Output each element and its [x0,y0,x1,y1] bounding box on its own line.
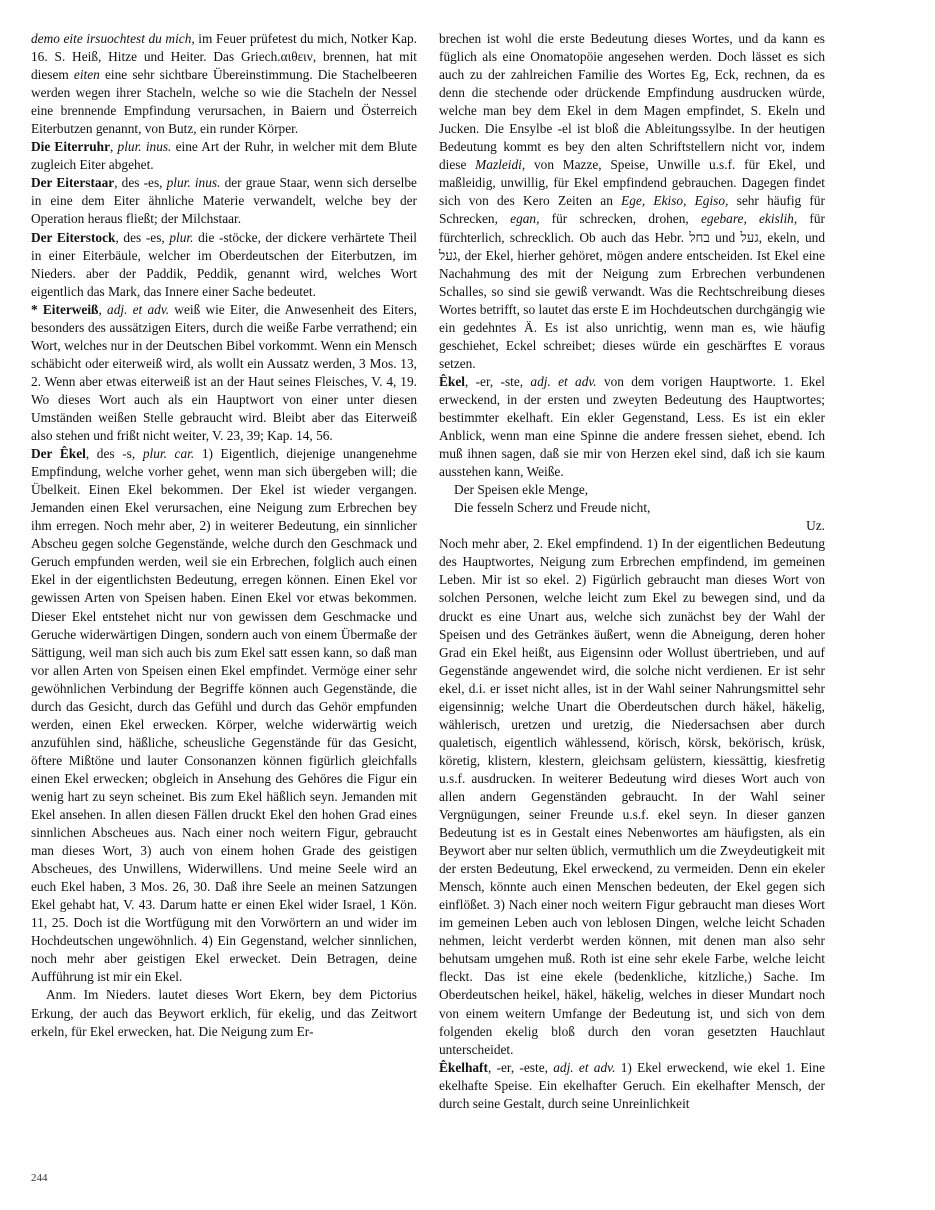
grammar-label: plur. car. [142,446,195,462]
right-column [439,30,825,1113]
grammar-label: plur. inus. [166,175,221,191]
left-column [31,30,417,1041]
headword: Êkel [439,373,465,389]
headword: Der Eiterstaar [31,175,115,191]
grammar-label: adj. et adv. [107,301,170,317]
greek-word: αιθειν [280,49,313,65]
headword: Eiterweiß [42,301,99,317]
paragraph-eiten-etymology: demo eite irsuochtest du mich, im Feuer prüfetest du mich, Notker Kap. 16. S. Heiß, Hitze und Heiter. Das Griech.αιθειν, brennen, hat mit diesem eiten eine sehr sichtbare Übereinstimmung. Die Stachelbeeren werden wegen ihrer Stacheln, welche so wie die Stacheln der Nessel eine brennende Empfindung verursachen, in Baiern und Österreich Eiterbutzen genannt, von Butz, ein runder Körper. [31,31,417,137]
entry-eiterweiss: * Eiterweiß, adj. et adv. weiß wie Eiter, die Anwesenheit des Eiters, besonders des aussätzigen Eiters, durch die weiße Farbe verrathend; ein Wort, welches nur in der Deutschen Bibel vorkommt. Wenn ein Mensch schäbicht oder eiterweiß wird, als wollt ein Aussatz werden, 3 Mos. 13, 2. Wenn aber etwas eiterweiß ist an der Haut seines Fleisches, V. 4, 19. Wo dieses Wort auch als ein Hauptwort von einer unter diesen Umständen weißen Stelle gebraucht wird. Bleibt aber das Eiterweiß also stehen und frißt nicht weiter, V. 23, 39; Kap. 14, 56. [31,301,417,444]
annotation-paragraph: Anm. Im Nieders. lautet dieses Wort Ekern, bey dem Pictorius Erkung, der auch das Beywort erklich, für ekelig, und das Zeitwort erkeln, für Ekel erwecken, hat. Die Neigung zum Er- [31,987,417,1039]
verse-line-2: Die fesseln Scherz und Freude nicht, [454,500,651,516]
headword: Der Êkel [31,446,86,462]
grammar-label: plur. inus. [117,139,172,155]
entry-ekel-noun: Der Êkel, des -s, plur. car. 1) Eigentlich, diejenige unangenehme Empfindung, welche vorher gehet, wenn man sich übergeben will; die Übelkeit. Einen Ekel bekommen. Der Ekel ist wieder vergangen. Jemanden einen Ekel verursachen, eine Neigung zum Erbrechen bey ihm erregen. Noch mehr aber, 2) in weiterer Bedeutung, ein sinnlicher Abscheu gegen solche Gegenstände, welche durch den Geschmack und Geruch empfunden werden, weil sie ein Erbrechen, folglich auch einen Ekel in der eigentlichsten Bedeutung, erregen können. Einen Ekel vor gewissen Arten von Speisen haben. Einen Ekel vor etwas bekommen. Dieser Ekel entstehet nicht nur von gewissen dem Geschmacke und Geruche widerwärtigen Dingen, sondern auch von einem Übermaße der Sättigung, weil man sich auch bis zum Ekel satt essen kann, so daß man vor allen Arten von Speisen einen Ekel empfindet. Vermöge einer sehr gewöhnlichen Verbindung der Begriffe können auch Gegenstände, die durch das Gesicht, durch das Gefühl und durch das Gehör empfunden werden, einen Ekel erwecken. Körper, welche widerwärtig weich anzufühlen sind, häßliche, scheusliche Gegenstände für das Gesicht, öftere Mißtöne und lauter Consonanzen können figürlich gleichfalls einen Ekel erwecken; obgleich in Ansehung des Gehöres die Figur ein wenig hart zu seyn scheinet. Bis zum Ekel häßlich seyn. Jemanden mit Ekel ansehen. In allen diesen Fällen druckt Ekel den hohen Grad eines sinnlichen Abscheues aus. Nach einer noch weitern Figur, gebraucht man dieses Wort, 3) auch von einem hohen Grade des geistigen Abscheues, des Unwillens, Widerwillens. Und meine Seele wird an euch Ekel haben, 3 Mos. 26, 30. Daß ihre Seele an meinen Satzungen Ekel gehabt hat, V. 43. Darum hatte er einen Ekel wider Israel, 1 Kön. 11, 25. Doch ist die Wortfügung mit den Vorwörtern an und wider im Hochdeutschen ungewöhnlich. 4) Ein Gegenstand, welcher sinnlichen, noch mehr aber geistigen Ekel erwecket. Dein Betragen, deine Aufführung ist mir ein Ekel. [31,446,417,985]
verse-author: Uz. [806,518,825,534]
italic-quote: demo eite irsuochtest du mich, [31,31,195,46]
headword: Êkelhaft [439,1059,488,1075]
grammar-label: adj. et adv. [553,1059,616,1075]
annotation-continuation: brechen ist wohl die erste Bedeutung dieses Wortes, und da kann es füglich als eine Onomatopöie angesehen werden. Doch lässet es sich auch zu der zahlreichen Familie des Wortes Eg, Eck, rechnen, da es denn die stechende oder drückende Empfindung ausdrucken würde, welche man bey dem Ekel in dem Magen empfindet, S. Ekeln und Jucken. Die Ensylbe -el ist bloß die Ableitungssylbe. In der heutigen Bedeutung kommt es bey den alten Schriftstellern nicht vor, indem diese Mazleidi, von Mazze, Speise, Unwille u.s.f. für Ekel, und maßleidig, unwillig, für Ekel empfindend gebrauchen. Dagegen findet sich von des Kero Zeiten an Ege, Ekiso, Egiso, sehr häufig für Schrecken, egan, für schrecken, drohen, egebare, ekislih, für fürchterlich, schrecklich. Ob auch das Hebr. בחל und געל, ekeln, und געל, der Ekel, hierher gehöret, mögen andere entscheiden. Ist Ekel eine Nachahmung des mit der Neigung zum Erbrechen verbundenen Schalles, so sind sie gewiß verwandt. Was die Rechtschreibung dieses Wortes betrifft, so lautet das erste E im Hochdeutschen durchgängig wie ein gedehntes Ä. Es ist also unrichtig, wenn man es, wie häufig geschiehet, Eckel schreibet; dieses würde ein geschärftes E voraus setzen. [439,31,825,371]
hebrew-word: געל [439,247,458,263]
entry-ekel-adjective: Êkel, -er, -ste, adj. et adv. von dem vorigen Hauptworte. 1. Ekel erweckend, in der ersten und zweyten Bedeutung des Hauptwortes; bestimmter ekelhaft. Ein ekler Gegenstand, Less. Es ist ein ekler Anblick, wenn man eine Spinne die andere fressen siehet, ebend. Ich muß ihnen sagen, daß sie mir von Herzen ekel sind, daß ich sie kaum ausstehen kann, Weiße. [439,373,825,480]
hebrew-word: געל [740,229,759,245]
hebrew-word: בחל [689,229,710,245]
obsolete-marker: * [31,301,43,317]
headword: Der Eiterstock [31,229,116,245]
entry-eiterruhr: Die Eiterruhr, plur. inus. eine Art der Ruhr, in welcher mit dem Blute zugleich Eiter abgehet. [31,139,418,173]
grammar-label: plur. [169,229,194,245]
headword: Die Eiterruhr [31,139,111,155]
grammar-label: adj. et adv. [530,373,597,389]
verse-line-1: Der Speisen ekle Menge, [454,482,589,498]
entry-eiterstaar: Der Eiterstaar, des -es, plur. inus. der graue Staar, wenn sich derselbe in eine dem Eiter ähnliche Materie verwandelt, welche bey der Operation heraus fließt; der Milchstaar. [31,175,417,227]
entry-eiterstock: Der Eiterstock, des -es, plur. die -stöcke, der dickere verhärtete Theil in einer Eiterbäule, welcher im Oberdeutschen der Eiterbutzen, im Nieders. aber der Paddik, Peddik, genannt wird, welches Wort eigentlich das Mark, das Innere einer Sache bedeutet. [31,229,418,299]
entry-ekelhaft: Êkelhaft, -er, -este, adj. et adv. 1) Ekel erweckend, wie ekel 1. Eine ekelhafte Speise. Ein ekelhafter Geruch. Ein ekelhafter Mensch, der durch seine Gestalt, durch seine Unreinlichkeit [439,1059,825,1111]
ekel-sense-2-paragraph: Noch mehr aber, 2. Ekel empfindend. 1) In der eigentlichen Bedeutung des Hauptwortes, Neigung zum Erbrechen empfindend, im gemeinen Leben. Mir ist so ekel. 2) Figürlich gebraucht man dieses Wort von solchen Personen, welche leicht zum Ekel zu bewegen sind, und da druckt es eine Unart aus, welche sich zunächst bey der Wahl der Speisen und des Getränkes äußert, wenn die Abneigung, deren hoher Grad ein Ekel heißt, aus Eigensinn oder Wollust übertrieben, und auf Gegenstände angewendet wird, die solche nicht verdienen. Er ist sehr ekel, d.i. er isset nicht alles, ist in der Wahl seiner Nahrungsmittel sehr eigensinnig; welche Unart die Oberdeutschen durch häkel, häkelig, wählerisch, uretzen und uretzig, die Niedersachsen aber durch qualetisch, eigentlich wählessend, körisch, körsk, bekörisch, krüsk, köretig, klistern, klestern, gleichsam gelüstern, kiessättig, kiesfretig u.s.f. ausdrucken. In weiterer Bedeutung wird dieses Wort auch von allen andern Gegenständen gebraucht. In der Wahl seiner Vergnügungen, seiner Freunde u.s.f. ekel seyn. In dieser ganzen Bedeutung ist es in Gestalt eines Nebenwortes am häufigsten, als ein Beywort aber nur selten üblich, vermuthlich um die Zweydeutigkeit mit der ersten Bedeutung, Ekel erweckend, zu vermeiden. Denn ein ekeler Mensch, könnte auch einen Menschen bedeuten, der Ekel gegen sich einflößet. 3) Nach einer noch weitern Figur gebraucht man dieses Wort im gemeinen Leben auch von leblosen Dingen, welche leicht Schaden nehmen, leicht verderbt werden können, mit denen man also sehr behutsam umgehen muß. Roth ist eine sehr ekele Farbe, welche leicht fleckt. Das ist eine ekele (bedenkliche, kitzliche,) Sache. Im Oberdeutschen heikel, häkel, häkelig, welches in dieser Mundart noch von einem weitern Umfange der Bedeutung ist, und sich von dem folgenden ekelig bloß durch den voran gesetzten Hauchlaut unterscheidet. [439,536,825,1057]
page-number: 244 [31,1172,48,1184]
